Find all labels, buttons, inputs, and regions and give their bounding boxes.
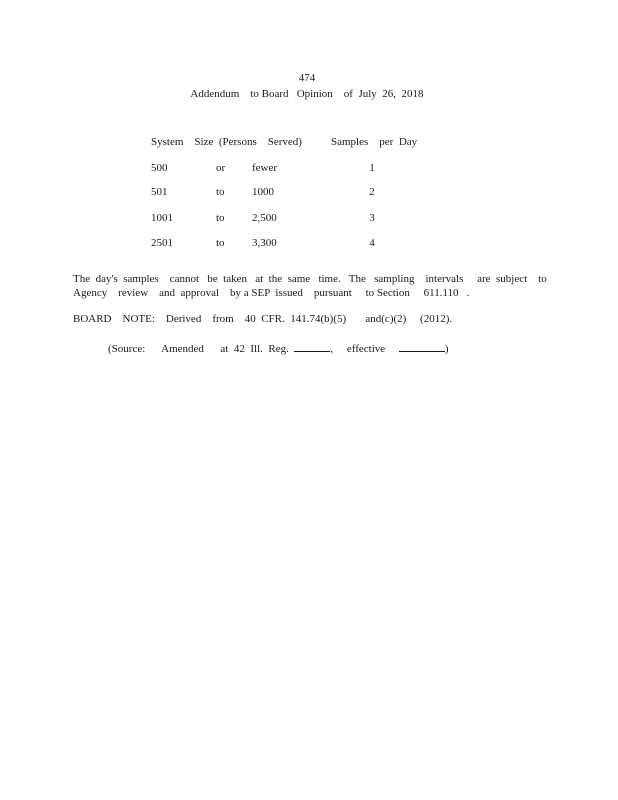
size-max-cell: 3,300 [252,237,277,249]
connector-cell: to [216,212,225,224]
size-max-cell: 2,500 [252,212,277,224]
size-max-cell: 1000 [252,186,274,198]
page-number: 474 [298,72,316,84]
connector-cell: to [216,186,225,198]
register-blank [294,341,330,352]
sampling-note-line-1: The day's samples cannot be taken at the same time. The sampling intervals are subject to [73,273,547,285]
samples-cell: 3 [369,212,375,224]
size-max-cell: fewer [252,162,278,174]
connector-cell: to [216,237,225,249]
source-prefix: (Source: Amended at 42 Ill. Reg. [108,343,289,355]
sampling-note-line-2: Agency review and approval by a SEP issued pursuant to Section 611.110 . [73,287,470,299]
document-header: Addendum to Board Opinion of July 26, 2018 [190,88,424,100]
source-comma: , [330,343,334,355]
size-min-cell: 2501 [151,237,173,249]
size-min-cell: 501 [151,186,168,198]
source-close: ) [444,343,449,355]
effective-date-blank [399,341,445,352]
size-min-cell: 1001 [151,212,173,224]
sampling-note-paragraph [73,272,547,300]
size-min-cell: 500 [151,162,168,174]
column-header-system-size: System Size (Persons Served) [151,136,302,148]
samples-cell: 2 [369,186,375,198]
samples-cell: 1 [369,162,375,174]
source-effective-label: effective [346,343,386,355]
samples-cell: 4 [369,237,375,249]
board-note: BOARD NOTE: Derived from 40 CFR. 141.74(b)(5) and(c)(2) (2012). [73,313,453,325]
source-line [108,341,449,355]
column-header-samples-per-day: Samples per Day [331,136,418,148]
connector-cell: or [216,162,226,174]
